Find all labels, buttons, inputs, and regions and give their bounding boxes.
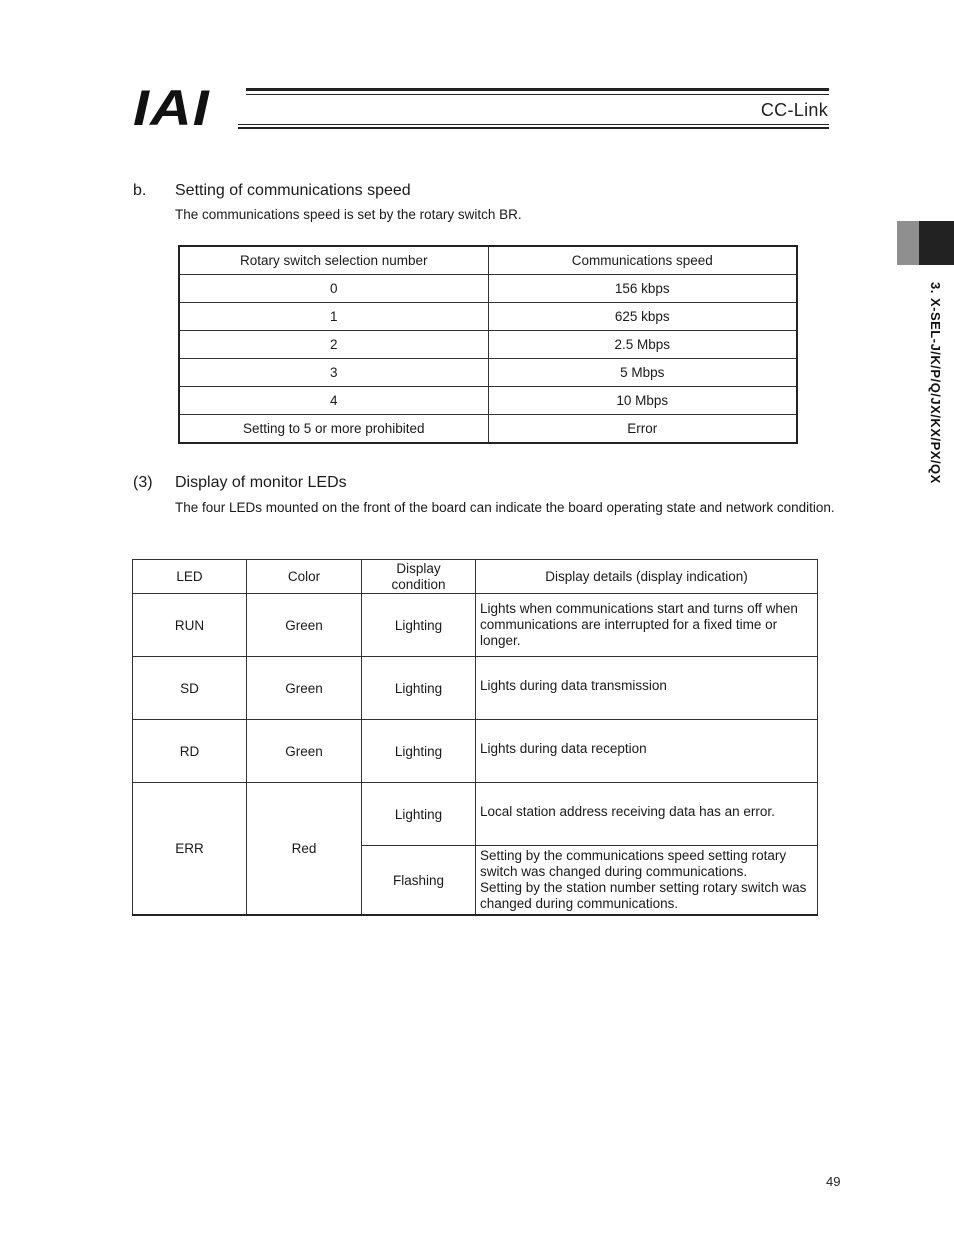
led-name: ERR xyxy=(133,783,247,916)
header-condition-line-2: condition xyxy=(391,576,446,592)
header-title: CC-Link xyxy=(760,100,828,120)
led-details xyxy=(476,846,818,916)
header-cell-led: LED xyxy=(133,560,247,594)
led-name: RD xyxy=(133,720,247,783)
chapter-label: 3. X-SEL-J/K/P/Q/JX/KX/PX/QX xyxy=(928,282,943,484)
led-table xyxy=(132,559,818,916)
led-condition: Lighting xyxy=(362,783,476,846)
led-name: RUN xyxy=(133,594,247,657)
led-color: Red xyxy=(247,783,362,916)
led-details: Lights when communications start and turns off when communications are interrupted for a fixed time or longer. xyxy=(476,594,818,657)
table-cell: Error xyxy=(488,415,797,444)
table-cell: 625 kbps xyxy=(488,303,797,331)
led-condition: Lighting xyxy=(362,657,476,720)
table-row xyxy=(133,783,818,846)
table-cell: 10 Mbps xyxy=(488,387,797,415)
header-rule-bottom xyxy=(238,124,829,125)
header-condition-line-1: Display xyxy=(396,560,441,576)
table-row xyxy=(179,303,797,331)
table-row xyxy=(179,331,797,359)
section-3-title: Display of monitor LEDs xyxy=(175,474,347,491)
chapter-tab-dark xyxy=(919,221,954,265)
section-3-text: The four LEDs mounted on the front of the board can indicate the board operating state and network condition. xyxy=(175,500,835,515)
led-details-line: Local station address receiving data has an error. xyxy=(480,804,775,819)
header-cell: Communications speed xyxy=(488,246,797,275)
led-color: Green xyxy=(247,720,362,783)
led-condition: Flashing xyxy=(362,846,476,916)
led-details-line: Setting by the communications speed setting rotary switch was changed during communications. xyxy=(480,848,787,879)
led-details xyxy=(476,783,818,846)
section-3-heading xyxy=(133,474,347,492)
table-header-row xyxy=(133,560,818,594)
table-cell: 2 xyxy=(179,331,488,359)
led-condition: Lighting xyxy=(362,720,476,783)
header-rule-bottom-2 xyxy=(238,127,829,129)
led-details: Lights during data reception xyxy=(476,720,818,783)
table-cell: 156 kbps xyxy=(488,275,797,303)
table-cell: 2.5 Mbps xyxy=(488,331,797,359)
speed-table xyxy=(178,245,798,444)
header-rule-thin xyxy=(246,94,829,95)
led-name: SD xyxy=(133,657,247,720)
led-color: Green xyxy=(247,594,362,657)
header-cell-details: Display details (display indication) xyxy=(476,560,818,594)
table-row xyxy=(179,415,797,444)
table-cell: 5 Mbps xyxy=(488,359,797,387)
table-row xyxy=(179,275,797,303)
section-3-number: (3) xyxy=(133,474,153,491)
led-condition: Lighting xyxy=(362,594,476,657)
section-b-heading xyxy=(133,182,411,200)
header-cell-color: Color xyxy=(247,560,362,594)
header-rule-top xyxy=(246,88,829,91)
header-cell-condition xyxy=(362,560,476,594)
table-cell: 1 xyxy=(179,303,488,331)
section-b-number: b. xyxy=(133,182,147,199)
section-b-text: The communications speed is set by the rotary switch BR. xyxy=(175,207,522,222)
led-color: Green xyxy=(247,657,362,720)
iai-logo: IAI xyxy=(133,80,210,136)
table-header-row xyxy=(179,246,797,275)
table-cell: Setting to 5 or more prohibited xyxy=(179,415,488,444)
table-row xyxy=(179,359,797,387)
led-details: Lights during data transmission xyxy=(476,657,818,720)
led-details-line: Setting by the station number setting rotary switch was changed during communications. xyxy=(480,880,807,911)
table-row xyxy=(133,657,818,720)
table-cell: 0 xyxy=(179,275,488,303)
table-row xyxy=(133,594,818,657)
table-cell: 3 xyxy=(179,359,488,387)
table-cell: 4 xyxy=(179,387,488,415)
table-row xyxy=(133,720,818,783)
page-number: 49 xyxy=(826,1174,841,1189)
chapter-tab-light xyxy=(897,221,919,265)
header-cell: Rotary switch selection number xyxy=(179,246,488,275)
table-row xyxy=(179,387,797,415)
section-b-title: Setting of communications speed xyxy=(175,182,411,199)
